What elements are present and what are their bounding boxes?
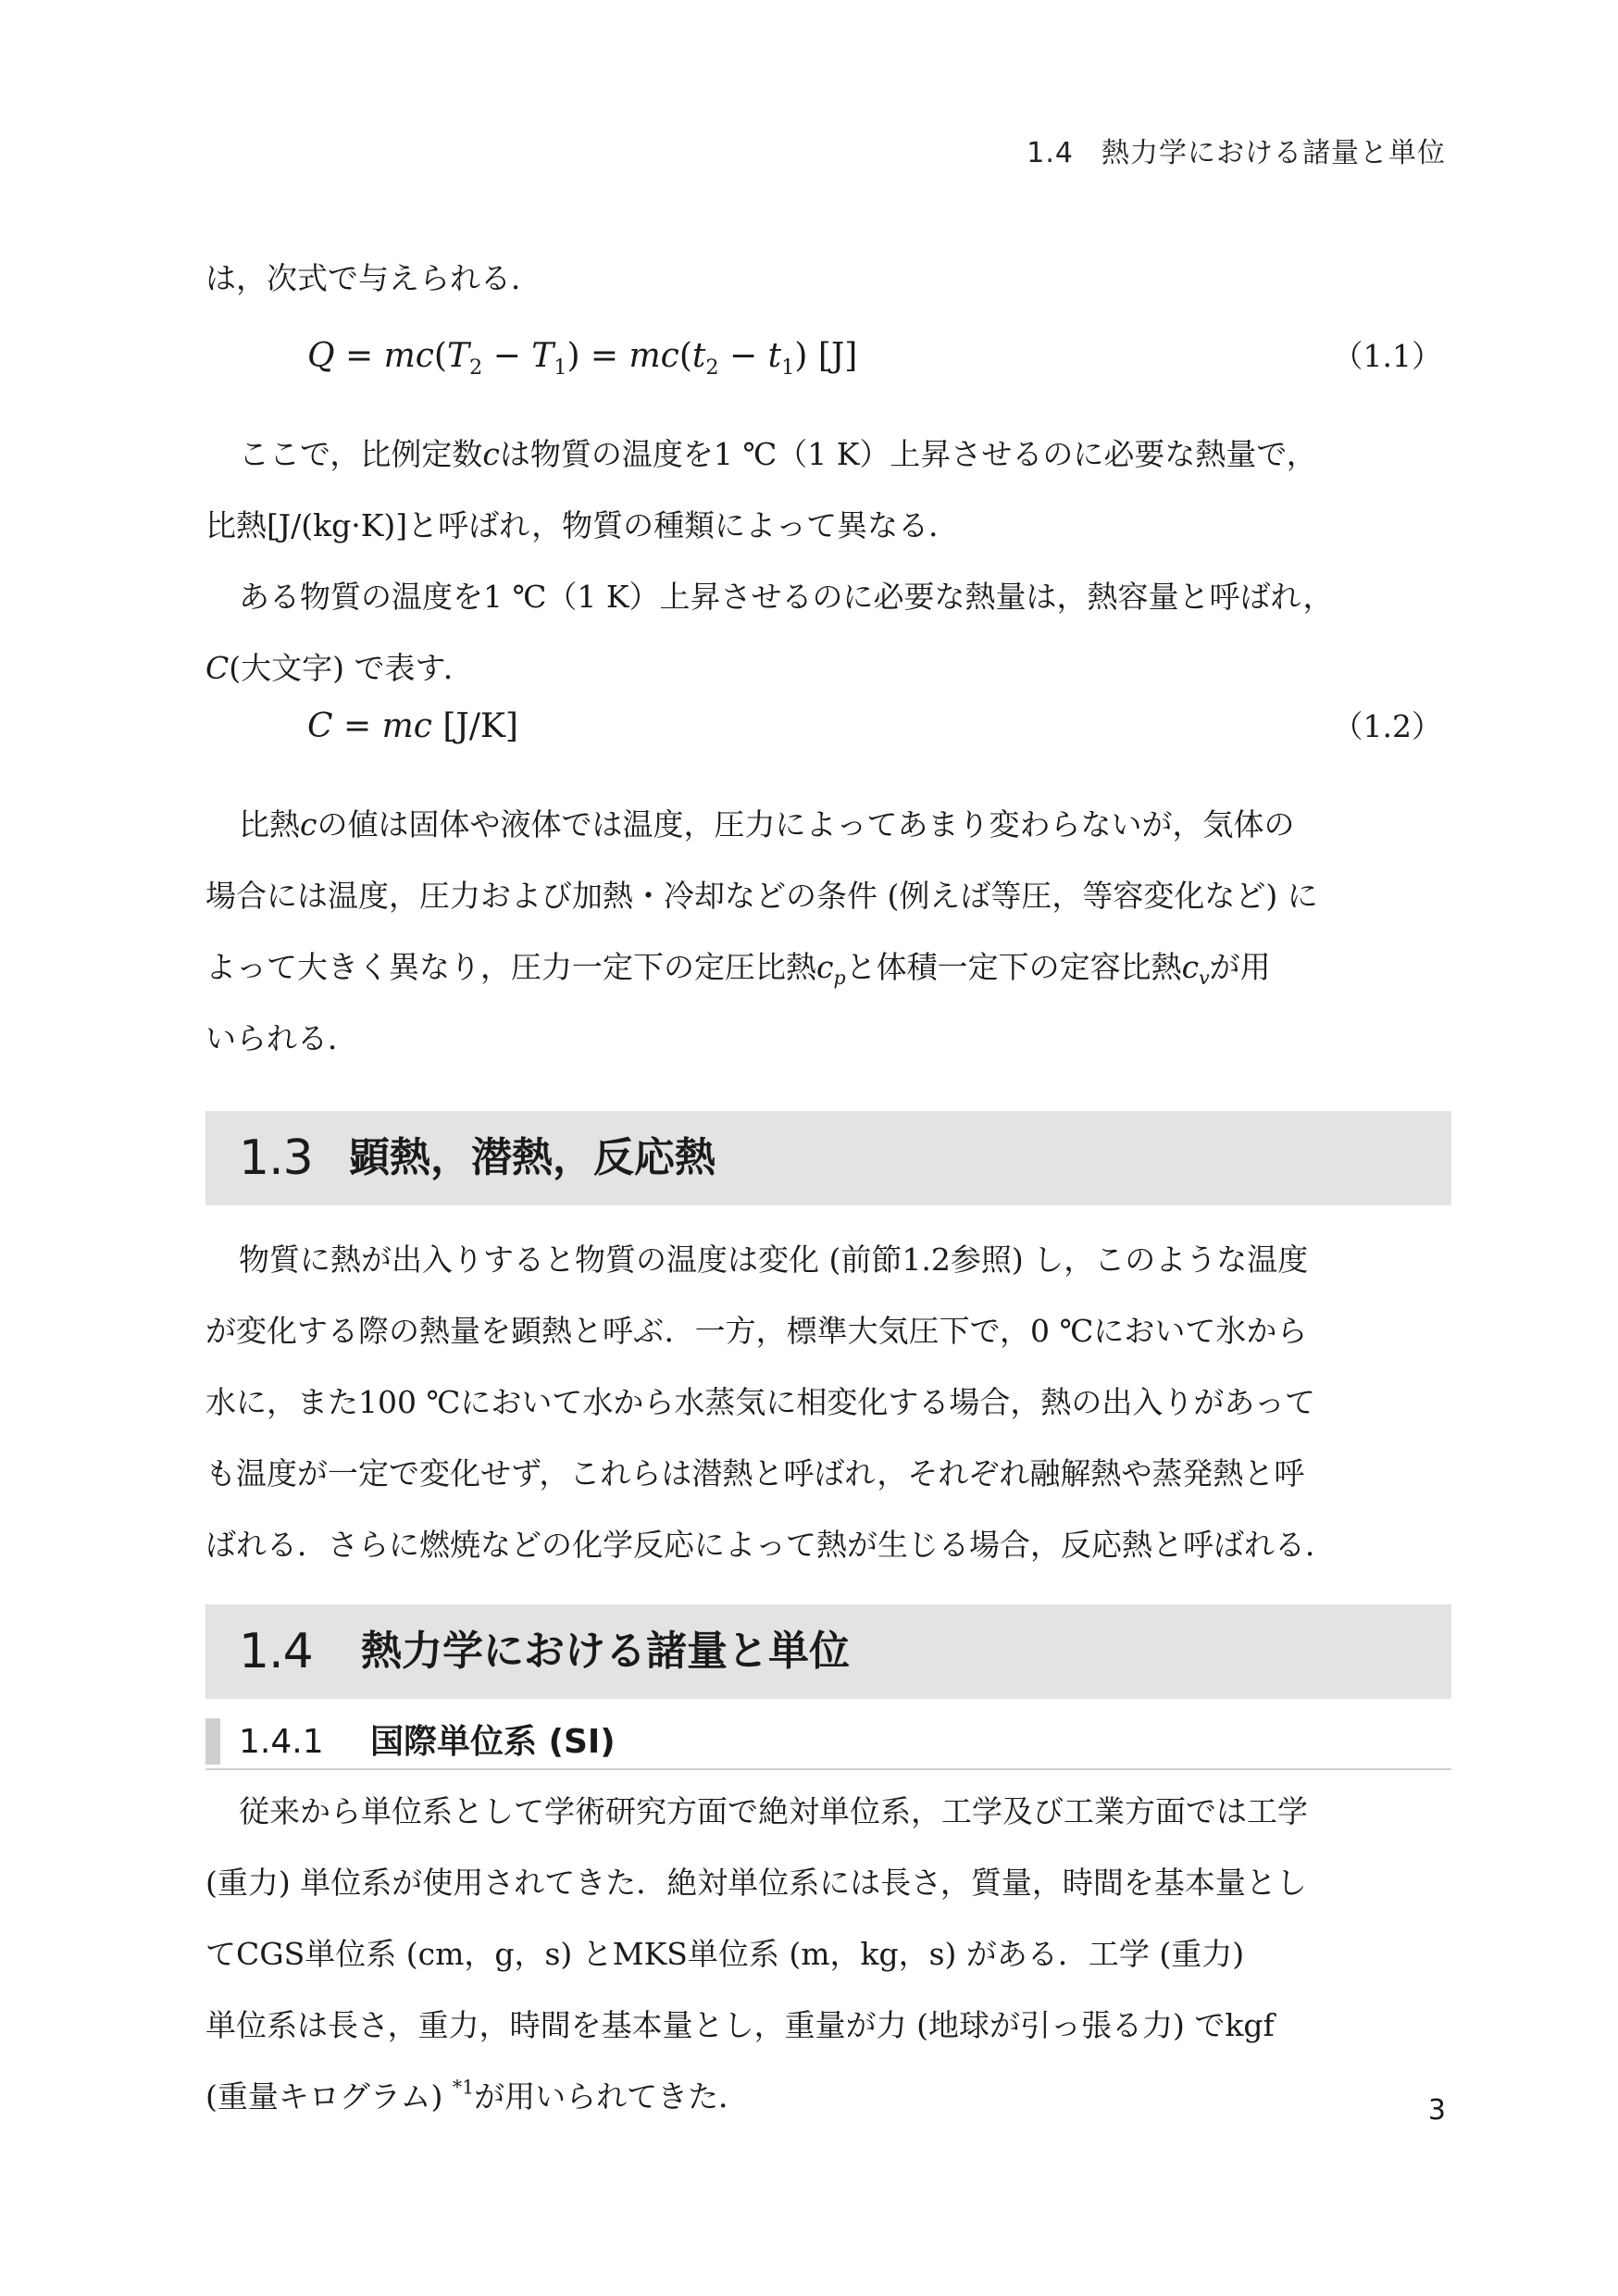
paragraph-line: ばれる．さらに燃焼などの化学反応によって熱が生じる場合，反応熱と呼ばれる．: [205, 1527, 1336, 1563]
paragraph-line: ある物質の温度を1 ℃（1 K）上昇させるのに必要な熱量は，熱容量と呼ばれ，: [239, 579, 1334, 615]
eq1-minus: −: [482, 337, 532, 375]
eq2-C: C: [307, 707, 333, 745]
subsection-title: 国際単位系 (SI): [370, 1723, 616, 1761]
text-run: (大文字) で表す．: [229, 650, 474, 686]
equation-number: （1.2）: [1332, 708, 1442, 744]
eq1-minus-2: −: [718, 337, 768, 375]
paragraph-line: [205, 418, 1446, 490]
text-run: は物質の温度を1 ℃（1 K）上昇させるのに必要な熱量で，: [499, 436, 1317, 472]
eq1-t1: t: [767, 337, 782, 375]
eq1-T2-sub: 2: [468, 355, 483, 380]
equation-1-1-formula: $Q = mc(T_2 - T_1) = mc(t_2 - t_1)$ [J]: [307, 337, 858, 380]
section-heading-1-4: [205, 1604, 1451, 1699]
var-cv-sub: v: [1199, 967, 1210, 990]
paragraph-line: 単位系は長さ，重力，時間を基本量とし，重量が力 (地球が引っ張る力) でkgf: [205, 2007, 1275, 2043]
equation-1-2: [205, 690, 1446, 764]
section-title: 熱力学における諸量と単位: [361, 1628, 850, 1675]
var-C: C: [205, 650, 230, 686]
paragraph-section-1-4-1: [205, 1776, 1446, 2132]
eq1-equals-2: =: [579, 337, 629, 375]
eq1-unit: [J]: [817, 337, 858, 375]
text-run: ここで，比例定数: [239, 436, 483, 472]
text-run: が用: [1209, 949, 1271, 985]
page-number: 3: [1427, 2094, 1446, 2127]
text-run: よって大きく異なり，圧力一定下の定圧比熱: [205, 949, 816, 985]
var-c: c: [300, 806, 317, 842]
equation-number: （1.1）: [1332, 338, 1442, 374]
eq1-T1: T: [531, 337, 554, 375]
eq1-T1-sub: 1: [554, 355, 567, 380]
var-c: c: [482, 436, 500, 472]
section-number: 1.4: [239, 1624, 313, 1679]
var-cv: c: [1181, 949, 1200, 985]
subsection-heading-1-4-1: [205, 1716, 1451, 1770]
section-title: 顕熱，潜熱，反応熱: [349, 1134, 716, 1181]
eq1-t1-sub: 1: [781, 355, 795, 380]
paragraph-line: [205, 2061, 1446, 2132]
var-cp-sub: p: [833, 967, 846, 990]
running-head-number: 1.4: [1027, 137, 1074, 169]
paragraph-section-1-3: [205, 1224, 1446, 1580]
text-run: と体積一定下の定容比熱: [845, 949, 1182, 985]
paragraph-specific-heat-variation: [205, 789, 1446, 1074]
eq1-mc-2: mc: [629, 337, 679, 375]
subsection-number: 1.4.1: [239, 1723, 324, 1761]
eq1-t2-sub: 2: [705, 355, 719, 380]
paragraph-line: てCGS単位系 (cm，g，s) とMKS単位系 (m，kg，s) がある．工学 (重力): [205, 1936, 1245, 1972]
paragraph-line: も温度が一定で変化せず，これらは潜熱と呼ばれ，それぞれ融解熱や蒸発熱と呼: [205, 1455, 1305, 1491]
paragraph-line: 比熱[J/(kg·K)]と呼ばれ，物質の種類によって異なる．: [205, 507, 960, 543]
eq1-Q: Q: [307, 337, 335, 375]
paragraph-line: が変化する際の熱量を顕熱と呼ぶ．一方，標準大気圧下で，0 ℃において氷から: [205, 1313, 1308, 1349]
paragraph-line: 水に，また100 ℃において水から水蒸気に相変化する場合，熱の出入りがあって: [205, 1384, 1316, 1420]
eq1-mc: mc: [383, 337, 434, 375]
equation-1-1: [205, 319, 1446, 393]
running-head-title: 熱力学における諸量と単位: [1101, 137, 1446, 169]
text-run: (重量キログラム): [205, 2078, 453, 2115]
paragraph-line: 従来から単位系として学術研究方面で絶対単位系，工学及び工業方面では工学: [239, 1793, 1308, 1829]
paragraph-line: 物質に熱が出入りすると物質の温度は変化 (前節1.2参照) し，このような温度: [239, 1242, 1309, 1278]
subsection-marker: [205, 1718, 220, 1765]
text-run: が用いられてきた．: [474, 2078, 750, 2115]
section-heading-1-3: [205, 1111, 1451, 1205]
text-run: 比熱: [239, 806, 300, 842]
var-cp: c: [816, 949, 834, 985]
section-number: 1.3: [239, 1130, 313, 1186]
paragraph-line: [205, 789, 1446, 860]
equation-1-2-formula: [307, 690, 518, 764]
running-head: [1027, 130, 1446, 170]
eq1-equals: =: [334, 337, 384, 375]
eq2-equals: =: [332, 707, 382, 745]
intro-line: は，次式で与えられる．: [205, 260, 541, 296]
eq2-mc: mc: [381, 707, 432, 745]
paragraph-line: [205, 931, 1446, 1003]
footnote-marker[interactable]: *1: [452, 2076, 475, 2099]
intro-text: [205, 243, 1446, 314]
eq2-unit: [J/K]: [442, 707, 518, 745]
paragraph-line: 場合には温度，圧力および加熱・冷却などの条件 (例えば等圧，等容変化など) に: [205, 878, 1318, 914]
text-run: の値は固体や液体では温度，圧力によってあまり変わらないが，気体の: [317, 806, 1295, 842]
eq1-T2: T: [446, 337, 469, 375]
paragraph-line: いられる．: [205, 1020, 358, 1056]
paragraph-line: (重力) 単位系が使用されてきた．絶対単位系には長さ，質量，時間を基本量とし: [205, 1865, 1307, 1901]
paragraph-specific-heat-def: [205, 418, 1446, 704]
eq1-t2: t: [691, 337, 706, 375]
